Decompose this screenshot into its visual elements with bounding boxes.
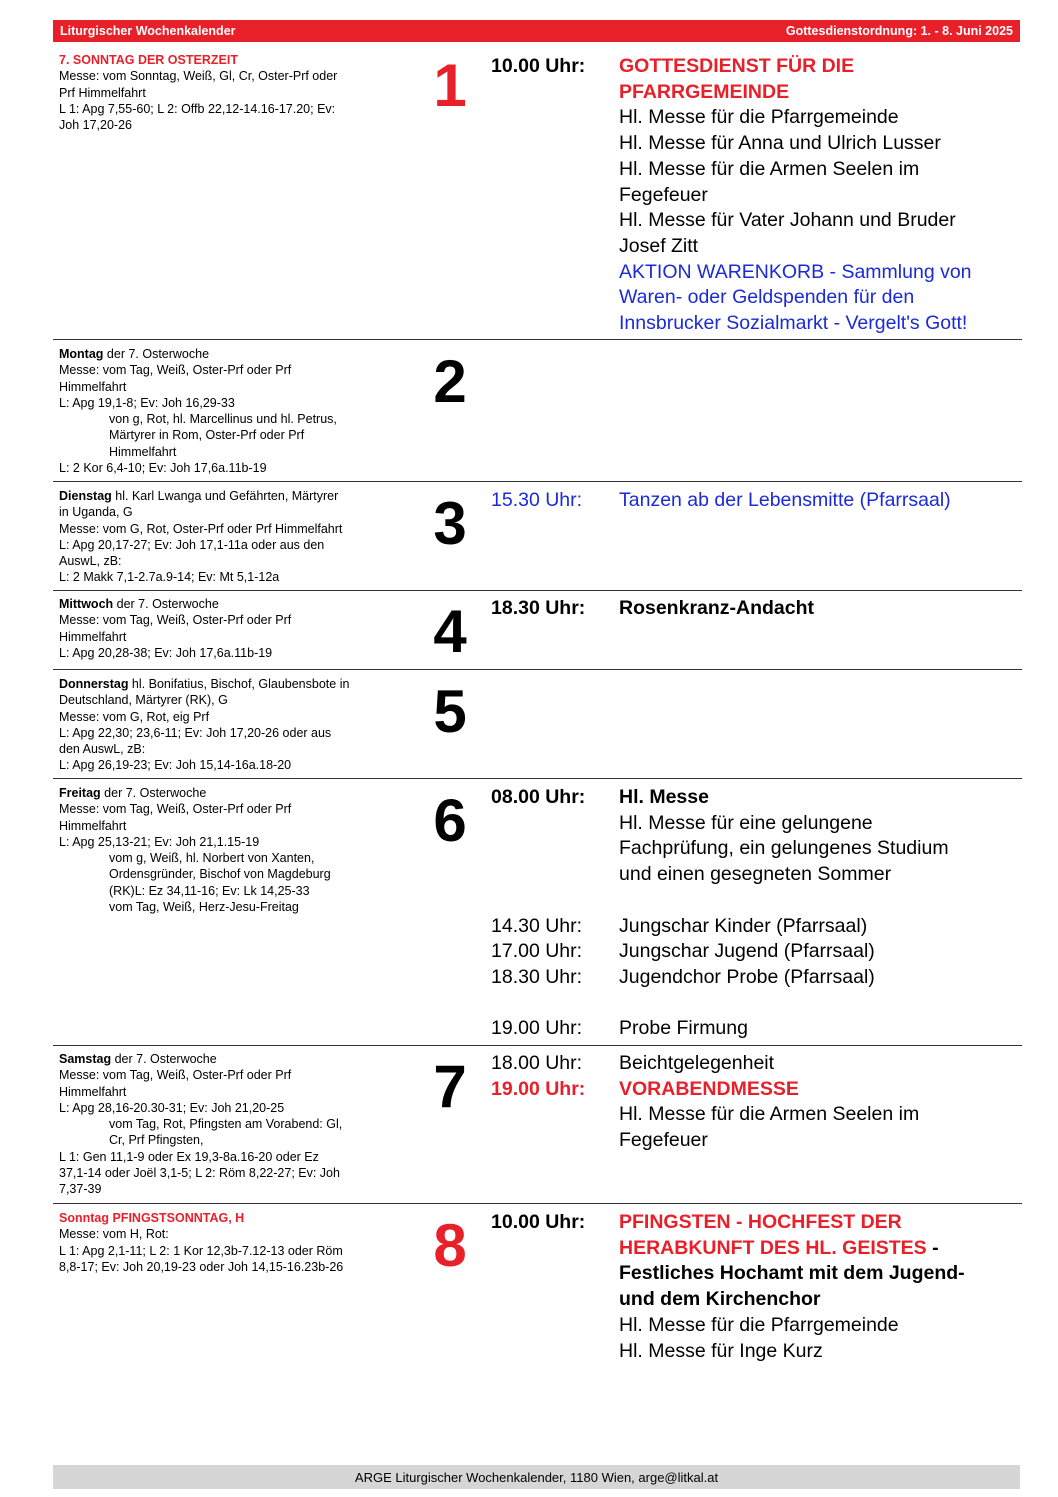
event-title: GOTTESDIENST FÜR DIE PFARRGEMEINDE xyxy=(619,55,855,103)
liturgy-info: Dienstag hl. Karl Lwanga und Gefährten, Märtyrer in Uganda, G Messe: vom G, Rot, Oster-Prf oder Prf Himmelfahrt L: Apg 20,17-27; Ev: Joh 17,1-11a oder aus den AuswL, zB: L: 2 Makk 7,1-2.7a.9-14; Ev: Mt 5,1-12a xyxy=(59,489,343,585)
event-item xyxy=(491,131,1011,157)
event-list xyxy=(491,1051,1011,1154)
event-item: 17.00 Uhr: Jungschar Jugend (Pfarrsaal) xyxy=(491,940,875,963)
event-time: 18.30 Uhr: xyxy=(491,597,586,619)
event-text: Tanzen ab der Lebensmitte (Pfarrsaal) xyxy=(619,489,951,511)
info-line: L 1: Apg 7,55-60; L 2: Offb 22,12-14.16-17.20; Ev: xyxy=(59,101,336,116)
event-item: Hl. Messe für die Armen Seelen im Fegefeuer xyxy=(619,1103,920,1152)
event-item xyxy=(491,488,1011,514)
event-item xyxy=(491,54,1011,105)
event-item: 14.30 Uhr: Jungschar Kinder (Pfarrsaal) xyxy=(491,914,868,937)
header-date-range: Gottesdienstordnung: 1. - 8. Juni 2025 xyxy=(785,24,1013,38)
day-number: 2 xyxy=(433,348,467,415)
header-bar xyxy=(53,20,1020,42)
liturgy-info: Samstag der 7. Osterwoche Messe: vom Tag, Weiß, Oster-Prf oder Prf Himmelfahrt L: Apg 28,16-20.30-31; Ev: Joh 21,20-25 vom Tag, Rot, Pfingsten am Vorabend: Gl, Cr, Prf Pfingsten, L 1: Gen 11,1-9 oder Ex 19,3-8a.16-20 oder Ez 37,1-14 oder Joël 3,1-5; L 2: Röm 8,22-27; Ev: Joh 7,37-39 xyxy=(59,1052,343,1197)
event-text: Hl. Messe für Anna und Ulrich Lusser xyxy=(619,132,941,155)
day-entry-7 xyxy=(53,1051,1022,1204)
event-item: Hl. Messe für Inge Kurz xyxy=(619,1339,823,1362)
event-item xyxy=(491,105,1011,131)
event-item: 19.00 Uhr: Probe Firmung xyxy=(491,1017,748,1040)
event-text: Hl. Messe für die Pfarrgemeinde xyxy=(619,106,899,129)
event-item: Hl. Messe für eine gelungene Fachprüfung, ein gelungenes Studium und einen gesegneten Sommer xyxy=(619,811,949,886)
event-text: Rosenkranz-Andacht xyxy=(619,597,815,619)
event-list xyxy=(491,596,1011,622)
day-entry-5 xyxy=(53,676,1022,779)
liturgy-info: Sonntag PFINGSTSONNTAG, H Messe: vom H, Rot: L 1: Apg 2,1-11; L 2: 1 Kor 12,3b-7.12-13 oder Röm 8,8-17; Ev: Joh 20,19-23 oder Joh 14,15-16.23b-26 xyxy=(59,1211,344,1274)
liturgy-info: Mittwoch der 7. Osterwoche Messe: vom Tag, Weiß, Oster-Prf oder Prf Himmelfahrt L: Apg 20,28-38; Ev: Joh 17,6a.11b-19 xyxy=(59,597,292,660)
info-line: Prf Himmelfahrt xyxy=(59,85,146,100)
day-entry-2 xyxy=(53,346,1022,482)
day-number: 3 xyxy=(433,490,467,557)
event-text: Hl. Messe für Vater Johann und Bruder Josef Zitt xyxy=(619,209,956,257)
event-item xyxy=(491,157,1011,208)
day-number: 7 xyxy=(433,1053,467,1120)
day-entry-1 xyxy=(53,50,1022,340)
event-list xyxy=(491,1210,1011,1364)
event-item: Hl. Messe für die Pfarrgemeinde xyxy=(619,1313,899,1336)
day-entry-3 xyxy=(53,488,1022,591)
event-time: 15.30 Uhr: xyxy=(491,489,583,511)
event-item: 18.30 Uhr: Jugendchor Probe (Pfarrsaal) xyxy=(491,965,875,988)
header-title: Liturgischer Wochenkalender xyxy=(60,24,236,38)
info-line: Joh 17,20-26 xyxy=(59,118,132,133)
info-line: Messe: vom Sonntag, Weiß, Gl, Cr, Oster-Prf oder xyxy=(59,69,338,84)
day-number: 8 xyxy=(433,1212,467,1279)
footer-bar xyxy=(53,1465,1020,1489)
day-entry-6 xyxy=(53,785,1022,1046)
liturgy-info xyxy=(59,52,391,133)
event-item xyxy=(491,208,1011,259)
event-item: 10.00 Uhr: PFINGSTEN - HOCHFEST DER HERABKUNFT DES HL. GEISTES - Festliches Hochamt mit dem Jugend- und dem Kirchenchor xyxy=(491,1211,965,1311)
event-time: 10.00 Uhr: xyxy=(491,55,586,77)
event-item: 19.00 Uhr: VORABENDMESSE xyxy=(491,1077,799,1100)
day-number: 5 xyxy=(433,678,467,745)
day-entry-8 xyxy=(53,1210,1022,1390)
day-number: 6 xyxy=(433,787,467,854)
footer-text: ARGE Liturgischer Wochenkalender, 1180 Wien, arge@litkal.at xyxy=(354,1469,719,1485)
day-entry-4 xyxy=(53,596,1022,670)
event-text: Hl. Messe für die Armen Seelen im Fegefeuer xyxy=(619,157,920,206)
liturgy-info: Montag der 7. Osterwoche Messe: vom Tag, Weiß, Oster-Prf oder Prf Himmelfahrt L: Apg 19,1-8; Ev: Joh 16,29-33 von g, Rot, hl. Marcellinus und hl. Petrus, Märtyrer in Rom, Oster-Prf oder Prf Himmelfahrt L: 2 Kor 6,4-10; Ev: Joh 17,6a.11b-19 xyxy=(59,347,337,476)
liturgy-info: Donnerstag hl. Bonifatius, Bischof, Glaubensbote in Deutschland, Märtyrer (RK), G Messe: vom G, Rot, eig Prf L: Apg 22,30; 23,6-11; Ev: Joh 17,20-26 oder aus den AuswL, zB: L: Apg 26,19-23; Ev: Joh 15,14-16a.18-20 xyxy=(59,677,350,773)
event-list xyxy=(491,54,1011,337)
event-item: 08.00 Uhr: Hl. Messe xyxy=(491,786,709,808)
info-line: 7. SONNTAG DER OSTERZEIT xyxy=(59,53,238,67)
event-announcement: AKTION WARENKORB - Sammlung von Waren- oder Geldspenden für den Innsbrucker Sozialmarkt - Vergelt's Gott! xyxy=(619,260,972,335)
event-item xyxy=(491,596,1011,622)
event-list xyxy=(491,488,1011,514)
day-number: 4 xyxy=(433,598,467,665)
event-list xyxy=(491,785,1011,1042)
liturgy-info: Freitag der 7. Osterwoche Messe: vom Tag, Weiß, Oster-Prf oder Prf Himmelfahrt L: Apg 25,13-21; Ev: Joh 21,1.15-19 vom g, Weiß, hl. Norbert von Xanten, Ordensgründer, Bischof von Magdeburg (RK)L: Ez 34,11-16; Ev: Lk 14,25-33 vom Tag, Weiß, Herz-Jesu-Freitag xyxy=(59,786,331,915)
event-item: 18.00 Uhr: Beichtgelegenheit xyxy=(491,1052,775,1074)
event-item xyxy=(491,260,1011,337)
day-number: 1 xyxy=(433,52,467,119)
